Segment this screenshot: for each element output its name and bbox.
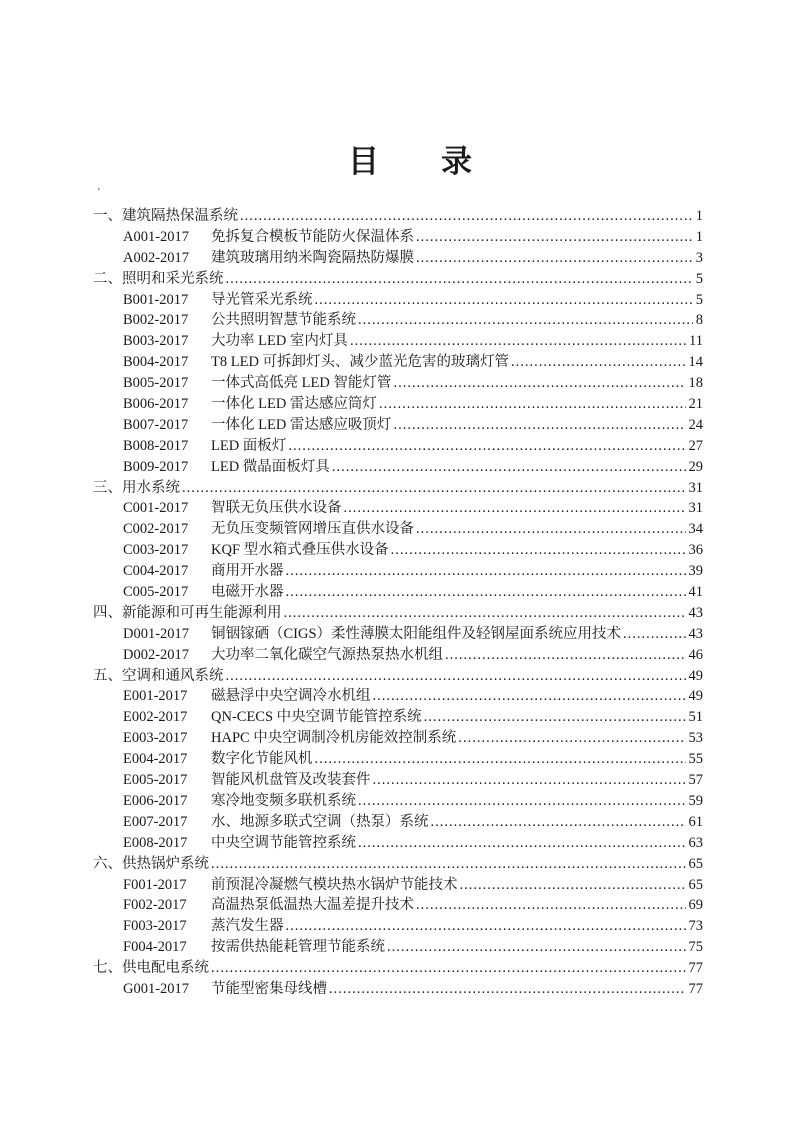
dot-leader xyxy=(460,875,686,896)
dot-leader xyxy=(416,248,693,269)
page-number: 8 xyxy=(695,312,703,329)
dot-leader xyxy=(315,749,686,770)
entry-title: 智能风机盘管及改装套件 xyxy=(211,772,371,789)
page-number: 65 xyxy=(688,855,703,872)
toc-item-row xyxy=(93,916,703,937)
page-number: 49 xyxy=(688,667,703,684)
entry-code: F003-2017 xyxy=(123,918,187,935)
page-number: 31 xyxy=(688,479,703,496)
toc-item-row xyxy=(93,812,703,833)
entry-title: 一体化 LED 雷达感应吸顶灯 xyxy=(211,416,392,433)
page-number: 1 xyxy=(695,228,703,245)
dot-leader xyxy=(288,436,685,457)
page-number: 31 xyxy=(688,500,703,517)
page-number: 39 xyxy=(688,563,703,580)
entry-title: 一体化 LED 雷达感应筒灯 xyxy=(211,396,377,413)
toc-item-row xyxy=(93,290,703,311)
page-number: 43 xyxy=(688,604,703,621)
dot-leader xyxy=(623,624,685,645)
dot-leader xyxy=(445,645,686,666)
entry-title: LED 面板灯 xyxy=(211,437,287,454)
entry-code: B001-2017 xyxy=(123,291,189,308)
dot-leader xyxy=(358,310,693,331)
page-number: 14 xyxy=(688,354,703,371)
entry-code: C004-2017 xyxy=(123,563,189,580)
page-number: 3 xyxy=(695,249,703,266)
section-label: 六、供热锅炉系统 xyxy=(93,855,209,872)
toc-item-row xyxy=(93,248,703,269)
entry-code: E006-2017 xyxy=(123,792,188,809)
entry-title: 按需供热能耗管理节能系统 xyxy=(211,939,385,956)
toc-section-row xyxy=(93,478,703,499)
toc-item-row xyxy=(93,457,703,478)
dot-leader xyxy=(344,498,686,519)
dot-leader xyxy=(431,812,686,833)
page-number: 29 xyxy=(688,458,703,475)
entry-title: 导光管采光系统 xyxy=(211,291,313,308)
dot-leader xyxy=(393,415,685,436)
toc-item-row xyxy=(93,331,703,352)
dot-leader xyxy=(286,561,686,582)
toc-item-row xyxy=(93,624,703,645)
entry-title: HAPC 中央空调制冷机房能效控制系统 xyxy=(211,730,457,747)
entry-code: B003-2017 xyxy=(123,333,189,350)
entry-title: 电磁开水器 xyxy=(211,584,284,601)
toc-item-row xyxy=(93,310,703,331)
toc-item-row xyxy=(93,519,703,540)
page-number: 65 xyxy=(688,876,703,893)
dot-leader xyxy=(226,269,693,290)
dot-leader xyxy=(416,227,693,248)
entry-title: 无负压变频管网增压直供水设备 xyxy=(211,521,414,538)
entry-code: E004-2017 xyxy=(123,751,188,768)
entry-code: E001-2017 xyxy=(123,688,188,705)
entry-code: B007-2017 xyxy=(123,416,189,433)
entry-code: E002-2017 xyxy=(123,709,188,726)
toc-item-row xyxy=(93,561,703,582)
dot-leader xyxy=(211,958,686,979)
page-number: 24 xyxy=(688,416,703,433)
page-number: 49 xyxy=(688,688,703,705)
toc-item-row xyxy=(93,875,703,896)
dot-leader xyxy=(284,603,686,624)
section-label: 一、建筑隔热保温系统 xyxy=(93,208,238,224)
page-number: 27 xyxy=(688,437,703,454)
page-number: 1 xyxy=(695,208,703,224)
toc-item-row xyxy=(93,394,703,415)
entry-title: 节能型密集母线槽 xyxy=(211,980,327,997)
entry-code: A001-2017 xyxy=(123,228,190,245)
toc-item-row xyxy=(93,686,703,707)
page-number: 53 xyxy=(688,730,703,747)
entry-code: F002-2017 xyxy=(123,897,187,914)
entry-title: 建筑玻璃用纳米陶瓷隔热防爆膜 xyxy=(211,249,414,266)
entry-code: B004-2017 xyxy=(123,354,189,371)
entry-code: C005-2017 xyxy=(123,584,189,601)
section-label: 三、用水系统 xyxy=(93,479,180,496)
page-number: 75 xyxy=(688,939,703,956)
entry-code: B002-2017 xyxy=(123,312,189,329)
entry-title: 公共照明智慧节能系统 xyxy=(211,312,356,329)
entry-title: 中央空调节能管控系统 xyxy=(211,834,356,851)
toc-section-row xyxy=(93,603,703,624)
page-number: 18 xyxy=(688,375,703,392)
toc-item-row xyxy=(93,540,703,561)
entry-code: D002-2017 xyxy=(123,646,190,663)
entry-code: B005-2017 xyxy=(123,375,189,392)
page-number: 5 xyxy=(695,291,703,308)
page-number: 34 xyxy=(688,521,703,538)
entry-title: 智联无负压供水设备 xyxy=(211,500,342,517)
entry-code: E008-2017 xyxy=(123,834,188,851)
entry-code: A002-2017 xyxy=(123,249,190,266)
entry-title: 商用开水器 xyxy=(211,563,284,580)
toc-item-row xyxy=(93,791,703,812)
toc-item-row xyxy=(93,707,703,728)
entry-code: B006-2017 xyxy=(123,396,189,413)
dot-leader xyxy=(350,331,686,352)
entry-title: LED 微晶面板灯具 xyxy=(211,458,330,475)
section-label: 五、空调和通风系统 xyxy=(93,667,224,684)
dot-leader xyxy=(511,352,685,373)
toc-item-row xyxy=(93,728,703,749)
dot-leader xyxy=(240,206,693,227)
section-label: 七、供电配电系统 xyxy=(93,960,209,977)
toc-item-row xyxy=(93,415,703,436)
entry-title: 免拆复合模板节能防火保温体系 xyxy=(211,228,414,245)
entry-title: 数字化节能风机 xyxy=(211,751,313,768)
page-number: 57 xyxy=(688,772,703,789)
page-number: 55 xyxy=(688,751,703,768)
dot-leader xyxy=(286,916,686,937)
page-number: 21 xyxy=(688,396,703,413)
entry-title: T8 LED 可拆卸灯头、减少蓝光危害的玻璃灯管 xyxy=(211,354,510,371)
toc-list xyxy=(93,206,703,1000)
entry-title: QN-CECS 中央空调节能管控系统 xyxy=(211,709,422,726)
page-number: 5 xyxy=(695,270,703,287)
entry-title: 前预混冷凝燃气模块热水锅炉节能技术 xyxy=(211,876,458,893)
toc-item-row xyxy=(93,498,703,519)
toc-item-row xyxy=(93,436,703,457)
dot-leader xyxy=(226,666,686,687)
page-number: 61 xyxy=(688,813,703,830)
toc-section-row xyxy=(93,206,703,227)
toc-section-row xyxy=(93,854,703,875)
entry-code: B009-2017 xyxy=(123,458,189,475)
entry-code: D001-2017 xyxy=(123,625,190,642)
dot-leader xyxy=(315,290,693,311)
entry-title: KQF 型水箱式叠压供水设备 xyxy=(211,542,389,559)
entry-title: 蒸汽发生器 xyxy=(211,918,284,935)
entry-code: B008-2017 xyxy=(123,437,189,454)
dot-leader xyxy=(458,728,685,749)
entry-title: 寒冷地变频多联机系统 xyxy=(211,792,356,809)
dot-leader xyxy=(286,582,686,603)
entry-title: 大功率二氧化碳空气源热泵热水机组 xyxy=(211,646,443,663)
dot-leader xyxy=(332,457,686,478)
entry-code: G001-2017 xyxy=(123,980,190,997)
toc-item-row xyxy=(93,833,703,854)
dot-leader xyxy=(182,478,686,499)
dot-leader xyxy=(416,519,686,540)
dot-leader xyxy=(387,937,686,958)
toc-item-row xyxy=(93,582,703,603)
page-number: 11 xyxy=(689,333,703,350)
page-number: 51 xyxy=(688,709,703,726)
toc-item-row xyxy=(93,645,703,666)
page-number: 69 xyxy=(688,897,703,914)
dot-leader xyxy=(379,394,686,415)
page-number: 59 xyxy=(688,792,703,809)
entry-title: 高温热泵低温热大温差提升技术 xyxy=(211,897,414,914)
section-label: 二、照明和采光系统 xyxy=(93,270,224,287)
entry-title: 水、地源多联式空调（热泵）系统 xyxy=(211,813,429,830)
entry-code: C001-2017 xyxy=(123,500,189,517)
dot-leader xyxy=(373,770,686,791)
page-number: 46 xyxy=(688,646,703,663)
entry-code: C003-2017 xyxy=(123,542,189,559)
dot-leader xyxy=(329,979,686,1000)
dot-leader xyxy=(358,833,686,854)
toc-section-row xyxy=(93,666,703,687)
toc-item-row xyxy=(93,770,703,791)
page-number: 77 xyxy=(688,960,703,977)
toc-item-row xyxy=(93,227,703,248)
dot-leader xyxy=(211,854,686,875)
toc-item-row xyxy=(93,979,703,1000)
dot-leader xyxy=(358,791,686,812)
entry-code: E005-2017 xyxy=(123,772,188,789)
entry-code: E007-2017 xyxy=(123,813,188,830)
toc-section-row xyxy=(93,958,703,979)
entry-title: 大功率 LED 室内灯具 xyxy=(211,333,348,350)
entry-code: C002-2017 xyxy=(123,521,189,538)
entry-code: E003-2017 xyxy=(123,730,188,747)
dot-leader xyxy=(416,895,686,916)
toc-item-row xyxy=(93,937,703,958)
toc-item-row xyxy=(93,373,703,394)
toc-item-row xyxy=(93,895,703,916)
dot-leader xyxy=(391,540,686,561)
entry-title: 磁悬浮中央空调冷水机组 xyxy=(211,688,371,705)
page-number: 77 xyxy=(688,980,703,997)
page-number: 63 xyxy=(688,834,703,851)
entry-code: F004-2017 xyxy=(123,939,187,956)
page-number: 43 xyxy=(688,625,703,642)
stray-mark: ' xyxy=(98,187,100,198)
entry-code: F001-2017 xyxy=(123,876,187,893)
page-number: 73 xyxy=(688,918,703,935)
dot-leader xyxy=(424,707,686,728)
page-number: 36 xyxy=(688,542,703,559)
toc-item-row xyxy=(93,352,703,373)
section-label: 四、新能源和可再生能源利用 xyxy=(93,604,282,621)
toc-section-row xyxy=(93,269,703,290)
page-title: 目 录 xyxy=(348,144,472,179)
entry-title: 一体式高低亮 LED 智能灯管 xyxy=(211,375,392,392)
entry-title: 铜铟镓硒（CIGS）柔性薄膜太阳能组件及轻钢屋面系统应用技术 xyxy=(211,625,622,642)
toc-item-row xyxy=(93,749,703,770)
dot-leader xyxy=(373,686,686,707)
page-number: 41 xyxy=(688,584,703,601)
dot-leader xyxy=(393,373,685,394)
